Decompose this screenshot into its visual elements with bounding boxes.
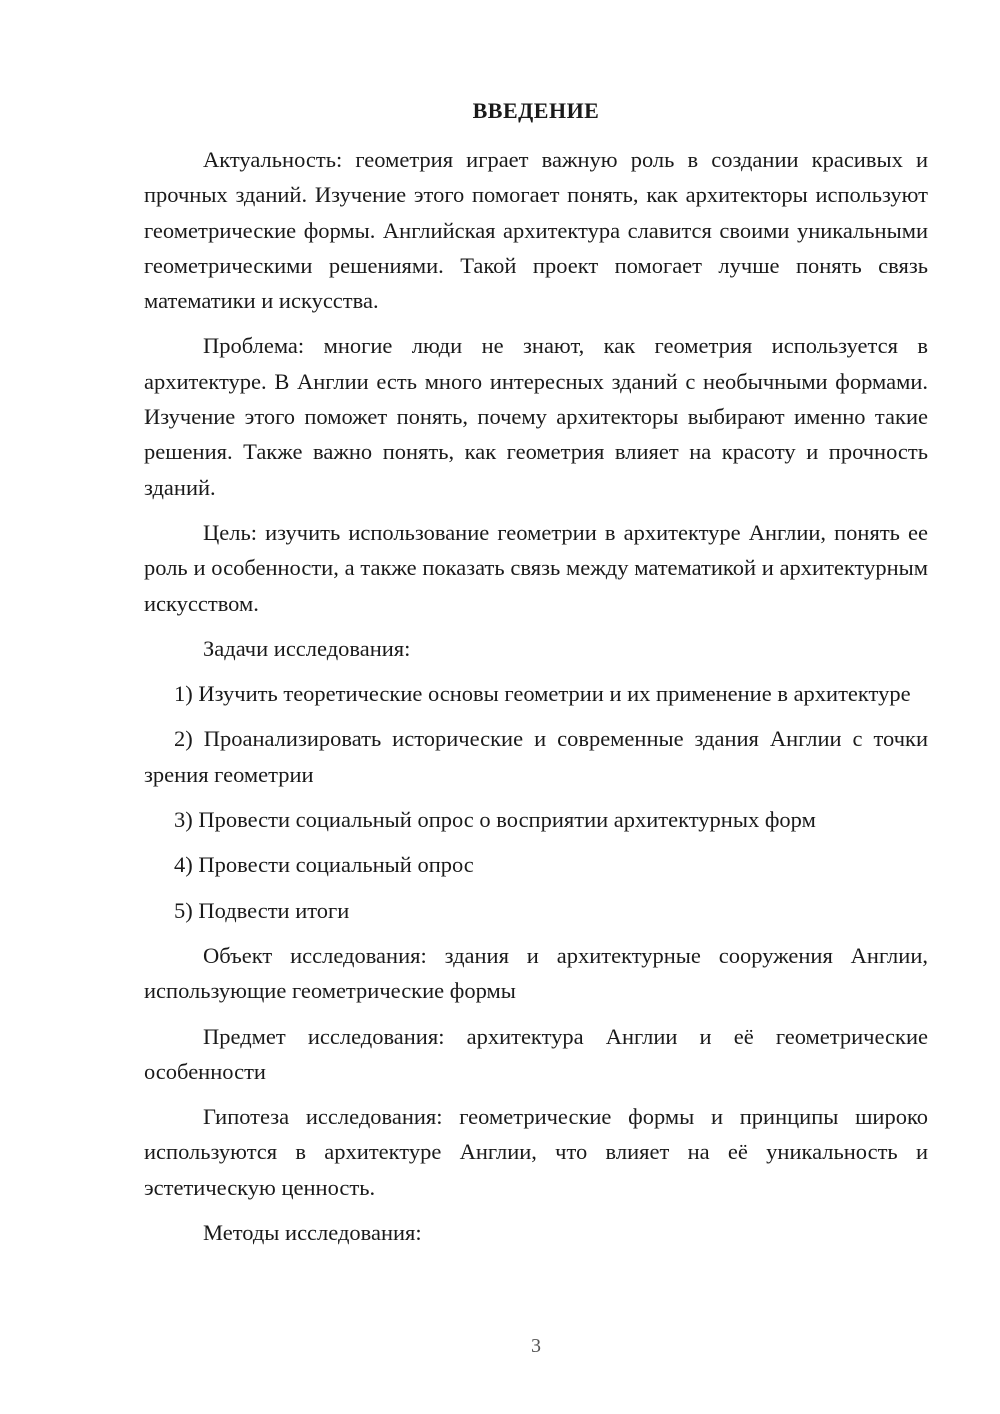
paragraph-goal: Цель: изучить использование геометрии в архитектуре Англии, понять ее роль и особенности, а также показать связь между математикой и архитектурным искусством.	[144, 519, 928, 616]
page-title: ВВЕДЕНИЕ	[472, 98, 600, 123]
paragraph-hypothesis: Гипотеза исследования: геометрические формы и принципы широко используются в архитектуре Англии, что влияет на её уникальность и эстетическую ценность.	[144, 1104, 928, 1200]
task-item-4: 4) Провести социальный опрос	[174, 852, 474, 878]
task-item-3: 3) Провести социальный опрос о восприятии архитектурных форм	[174, 807, 816, 833]
paragraph-relevance: Актуальность: геометрия играет важную роль в создании красивых и прочных зданий. Изучение этого помогает понять, как архитекторы используют геометрические формы. Английская архитектура славится своими уникальными геометрическими решениями. Такой проект помогает лучше понять связь математики и искусства.	[144, 147, 928, 314]
tasks-heading: Задачи исследования:	[203, 635, 411, 661]
task-item-2: 2) Проанализировать исторические и современные здания Англии с точки зрения геометрии	[144, 726, 928, 787]
methods-heading: Методы исследования:	[203, 1220, 422, 1246]
task-item-5: 5) Подвести итоги	[174, 897, 350, 923]
document-body	[144, 142, 928, 1260]
task-item-1: 1) Изучить теоретические основы геометрии и их применение в архитектуре	[174, 681, 911, 707]
paragraph-subject: Предмет исследования: архитектура Англии и её геометрические особенности	[144, 1023, 928, 1084]
paragraph-object: Объект исследования: здания и архитектурные сооружения Англии, использующие геометрические формы	[144, 942, 928, 1004]
page-number: 3	[531, 1335, 541, 1357]
paragraph-problem: Проблема: многие люди не знают, как геометрия используется в архитектуре. В Англии есть много интересных зданий с необычными формами. Изучение этого поможет понять, почему архитекторы выбирают именно такие решения. Также важно понять, как геометрия влияет на красоту и прочность зданий.	[144, 333, 928, 500]
